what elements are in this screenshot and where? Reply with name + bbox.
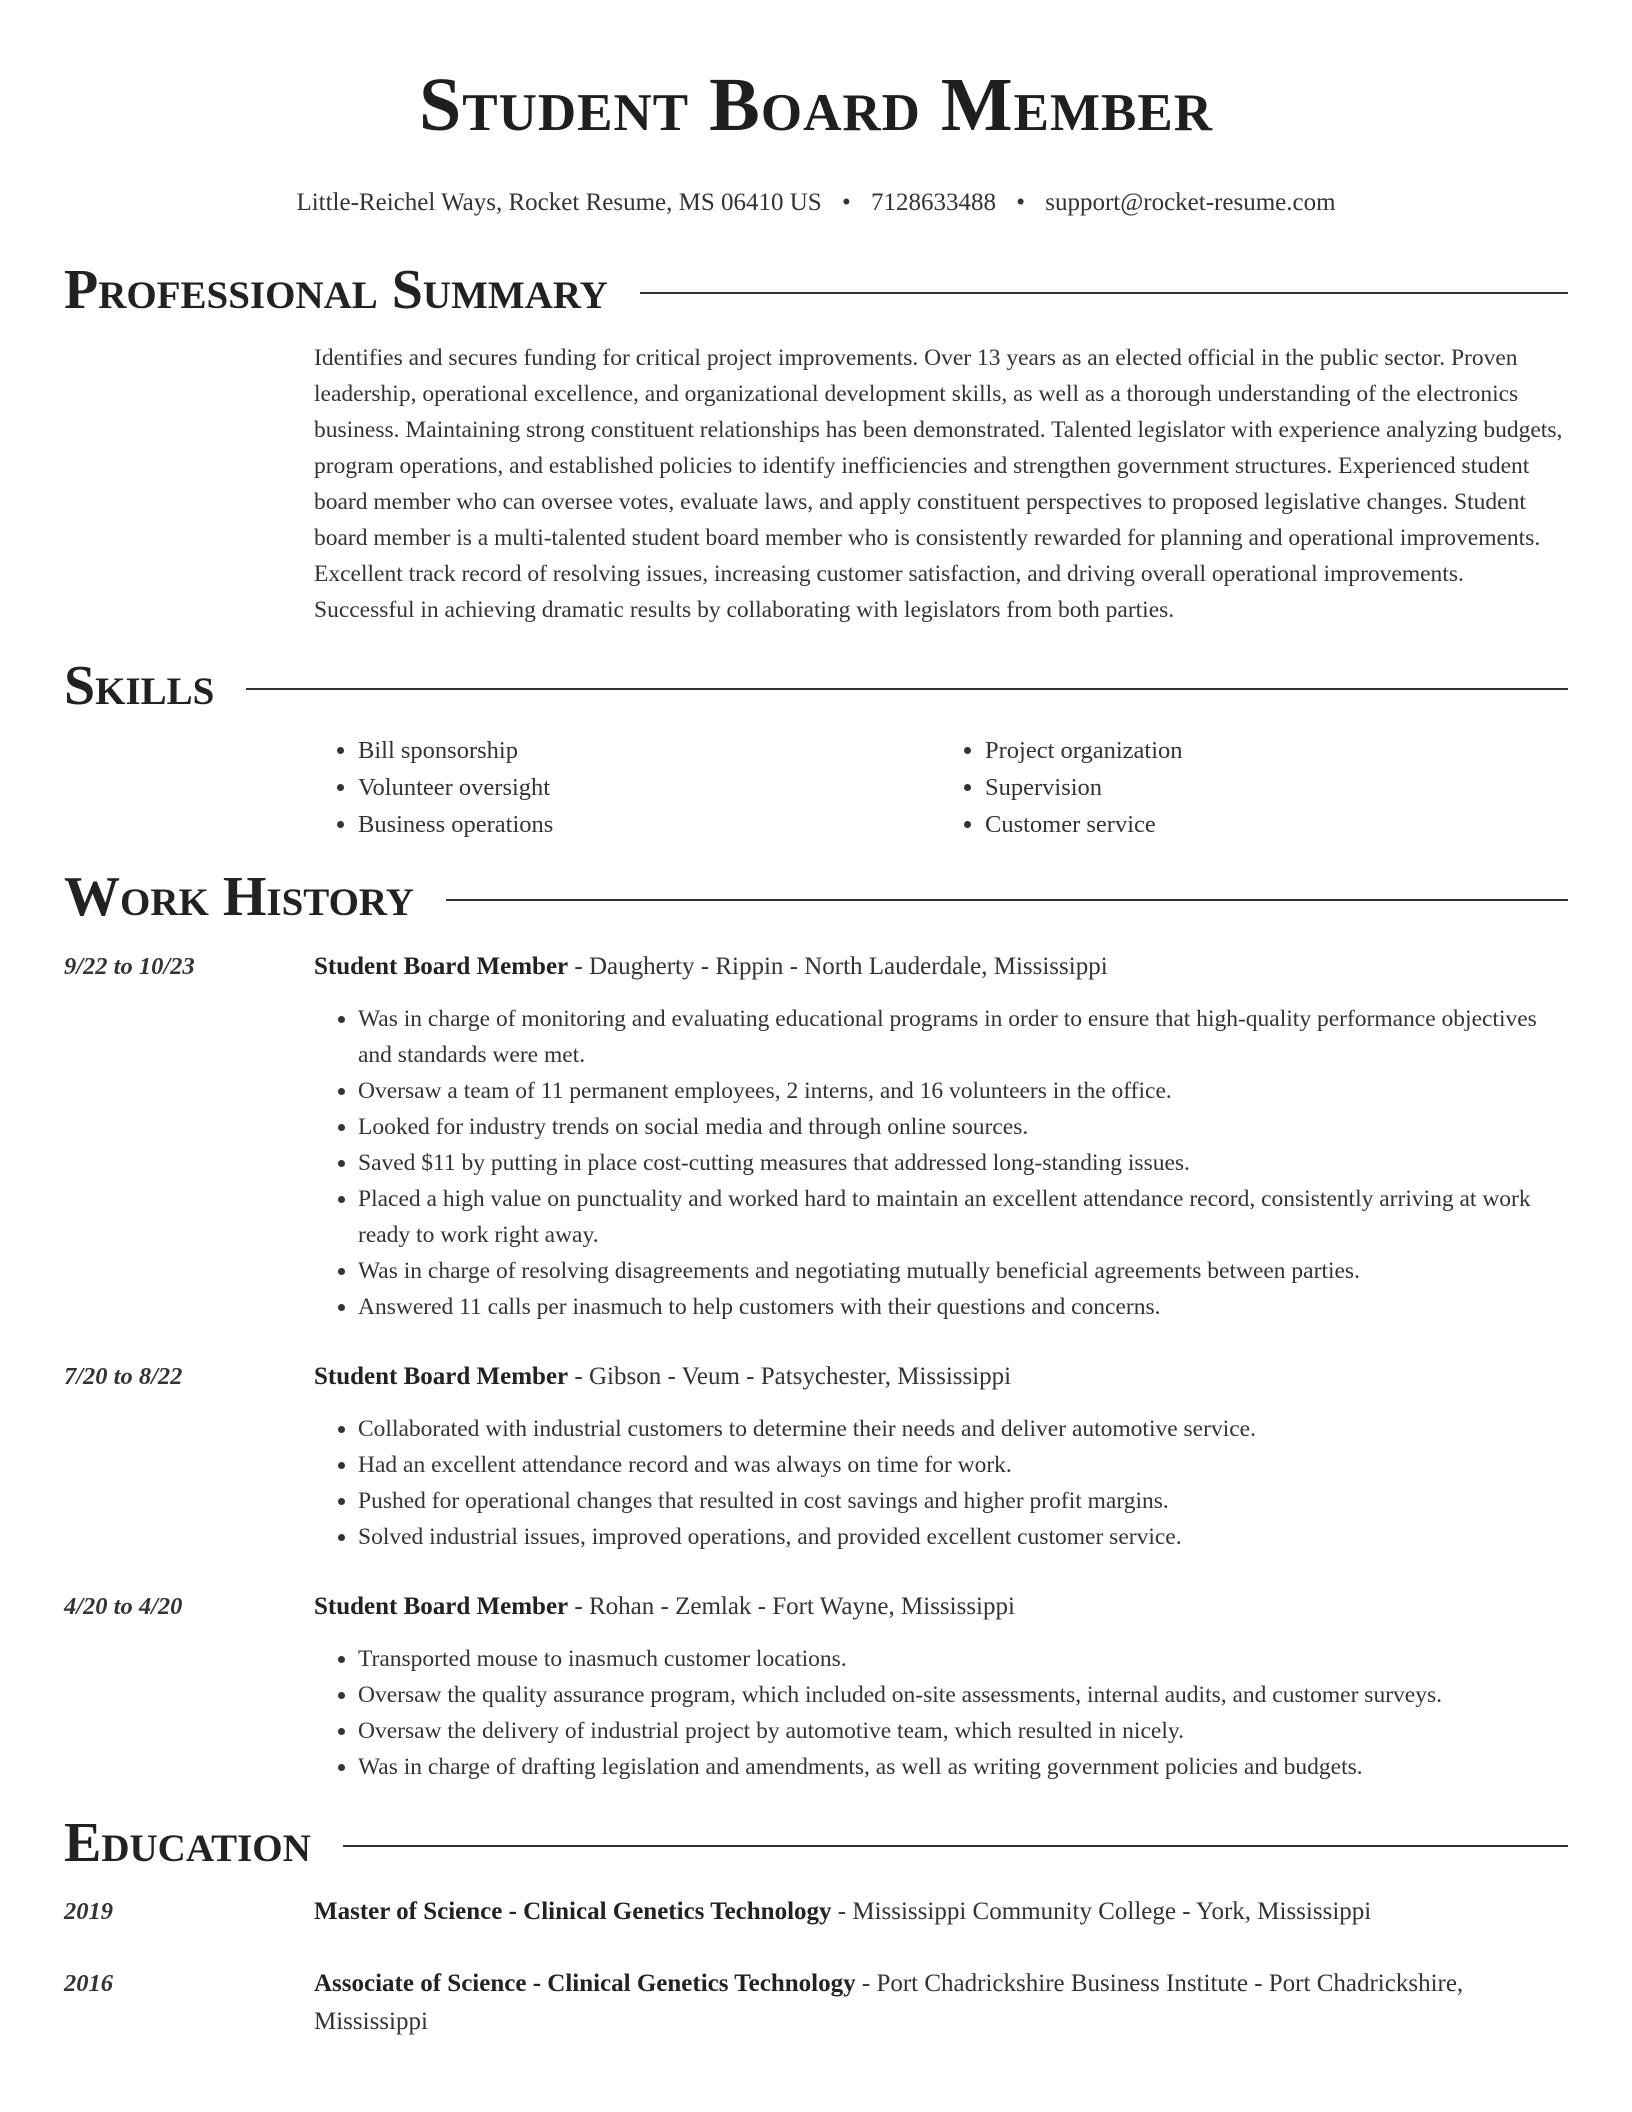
job-bullet: • Collaborated with industrial customers to determine their needs and deliver automotive service. [358, 1411, 1568, 1447]
job-bullets [314, 1411, 1568, 1555]
job-dates: 4/20 to 4/20 [64, 1593, 183, 1620]
bullet-separator: • [841, 189, 851, 216]
job-dates: 9/22 to 10/23 [64, 953, 195, 980]
education-entry [64, 1965, 1568, 2041]
skill-item: • Customer service [985, 806, 1568, 843]
section-header [64, 865, 1568, 929]
work-history-section [64, 865, 1568, 1785]
job-employer: - Rohan - Zemlak - Fort Wayne, Mississippi [568, 1593, 1015, 1620]
skill-item: • Volunteer oversight [358, 769, 941, 806]
job-bullet: • Was in charge of drafting legislation and amendments, as well as writing government policies and budgets. [358, 1749, 1568, 1785]
job-bullet: • Saved $11 by putting in place cost-cutting measures that addressed long-standing issues. [358, 1145, 1568, 1181]
section-divider [343, 1845, 1568, 1847]
institution: - Mississippi Community College - York, Mississippi [831, 1898, 1372, 1925]
section-header [64, 1811, 1568, 1875]
job-title: Student Board Member [314, 1363, 569, 1390]
job-title: Student Board Member [314, 1593, 569, 1620]
education-year: 2019 [64, 1898, 113, 1925]
job-bullet: • Transported mouse to inasmuch customer locations. [358, 1641, 1568, 1677]
job-bullet: • Was in charge of resolving disagreements and negotiating mutually beneficial agreements between parties. [358, 1253, 1568, 1289]
job-bullet: • Oversaw the quality assurance program, which included on-site assessments, internal audits, and customer surveys. [358, 1677, 1568, 1713]
job-bullet: • Solved industrial issues, improved operations, and provided excellent customer service. [358, 1519, 1568, 1555]
education-heading: Education [64, 1812, 311, 1874]
address: Little-Reichel Ways, Rocket Resume, MS 06410 US [296, 189, 822, 216]
job-bullet: • Oversaw a team of 11 permanent employees, 2 interns, and 16 volunteers in the office. [358, 1073, 1568, 1109]
section-divider [640, 292, 1568, 294]
skills-heading: Skills [64, 655, 215, 717]
job-bullet: • Was in charge of monitoring and evaluating educational programs in order to ensure that high-quality performance objectives and standards were met. [358, 1001, 1568, 1073]
section-divider [446, 899, 1568, 901]
education-section [64, 1811, 1568, 2041]
skills-list-left [314, 732, 941, 843]
job-entry [64, 949, 1568, 1325]
candidate-name: Student Board Member [419, 63, 1213, 147]
education-line [314, 1893, 1568, 1931]
degree: Associate of Science - Clinical Genetics Technology [314, 1970, 856, 1997]
job-dates: 7/20 to 8/22 [64, 1363, 183, 1390]
summary-section [64, 258, 1568, 628]
job-bullets [314, 1641, 1568, 1785]
education-line [314, 1965, 1568, 2041]
skills-list-right [941, 732, 1568, 843]
bullet-separator: • [1016, 189, 1025, 216]
job-bullet: • Placed a high value on punctuality and worked hard to maintain an excellent attendance record, consistently arriving at work ready to work right away. [358, 1181, 1568, 1253]
job-bullets [314, 1001, 1568, 1325]
job-title-line [314, 1589, 1568, 1625]
email: support@rocket-resume.com [1045, 189, 1336, 216]
job-bullet: • Answered 11 calls per inasmuch to help customers with their questions and concerns. [358, 1289, 1568, 1325]
summary-text: Identifies and secures funding for critical project improvements. Over 13 years as an elected official in the public sector. Proven leadership, operational excellence, and organizational development skills, as well as a thorough understanding of the electronics business. Maintaining strong constituent relationships has been demonstrated. Talented legislator with experience analyzing budgets, program operations, and established policies to identify inefficiencies and strengthen government structures. Experienced student board member who can oversee votes, evaluate laws, and apply constituent perspectives to proposed legislative changes. Student board member is a multi-talented student board member who is consistently rewarded for planning and operational improvements. Excellent track record of resolving issues, increasing customer satisfaction, and driving overall operational improvements. Successful in achieving dramatic results by collaborating with legislators from both parties. [314, 345, 1563, 623]
skill-item: • Project organization [985, 732, 1568, 769]
skill-item: • Supervision [985, 769, 1568, 806]
job-employer: - Gibson - Veum - Patsychester, Mississippi [568, 1363, 1012, 1390]
job-title-line [314, 1359, 1568, 1395]
section-header [64, 654, 1568, 718]
job-bullet: • Looked for industry trends on social media and through online sources. [358, 1109, 1568, 1145]
job-title-line [314, 949, 1568, 985]
job-entry [64, 1359, 1568, 1555]
job-title: Student Board Member [314, 953, 569, 980]
institution: - Port Chadrickshire Business Institute - Port Chadrickshire, Mississippi [314, 1970, 1464, 2035]
summary-heading: Professional Summary [64, 259, 608, 321]
job-employer: - Daugherty - Rippin - North Lauderdale, Mississippi [568, 953, 1108, 980]
contact-line [64, 186, 1568, 220]
section-header [64, 258, 1568, 322]
job-bullet: • Had an excellent attendance record and was always on time for work. [358, 1447, 1568, 1483]
skill-item: • Bill sponsorship [358, 732, 941, 769]
skill-item: • Business operations [358, 806, 941, 843]
job-bullet: • Oversaw the delivery of industrial project by automotive team, which resulted in nicely. [358, 1713, 1568, 1749]
phone: 7128633488 [870, 189, 996, 216]
degree: Master of Science - Clinical Genetics Technology [314, 1898, 832, 1925]
skills-section [64, 654, 1568, 843]
job-entry [64, 1589, 1568, 1785]
job-bullet: • Pushed for operational changes that resulted in cost savings and higher profit margins. [358, 1483, 1568, 1519]
work-history-heading: Work History [64, 866, 414, 928]
section-divider [246, 688, 1568, 690]
education-year: 2016 [64, 1970, 113, 1997]
education-entry [64, 1893, 1568, 1931]
